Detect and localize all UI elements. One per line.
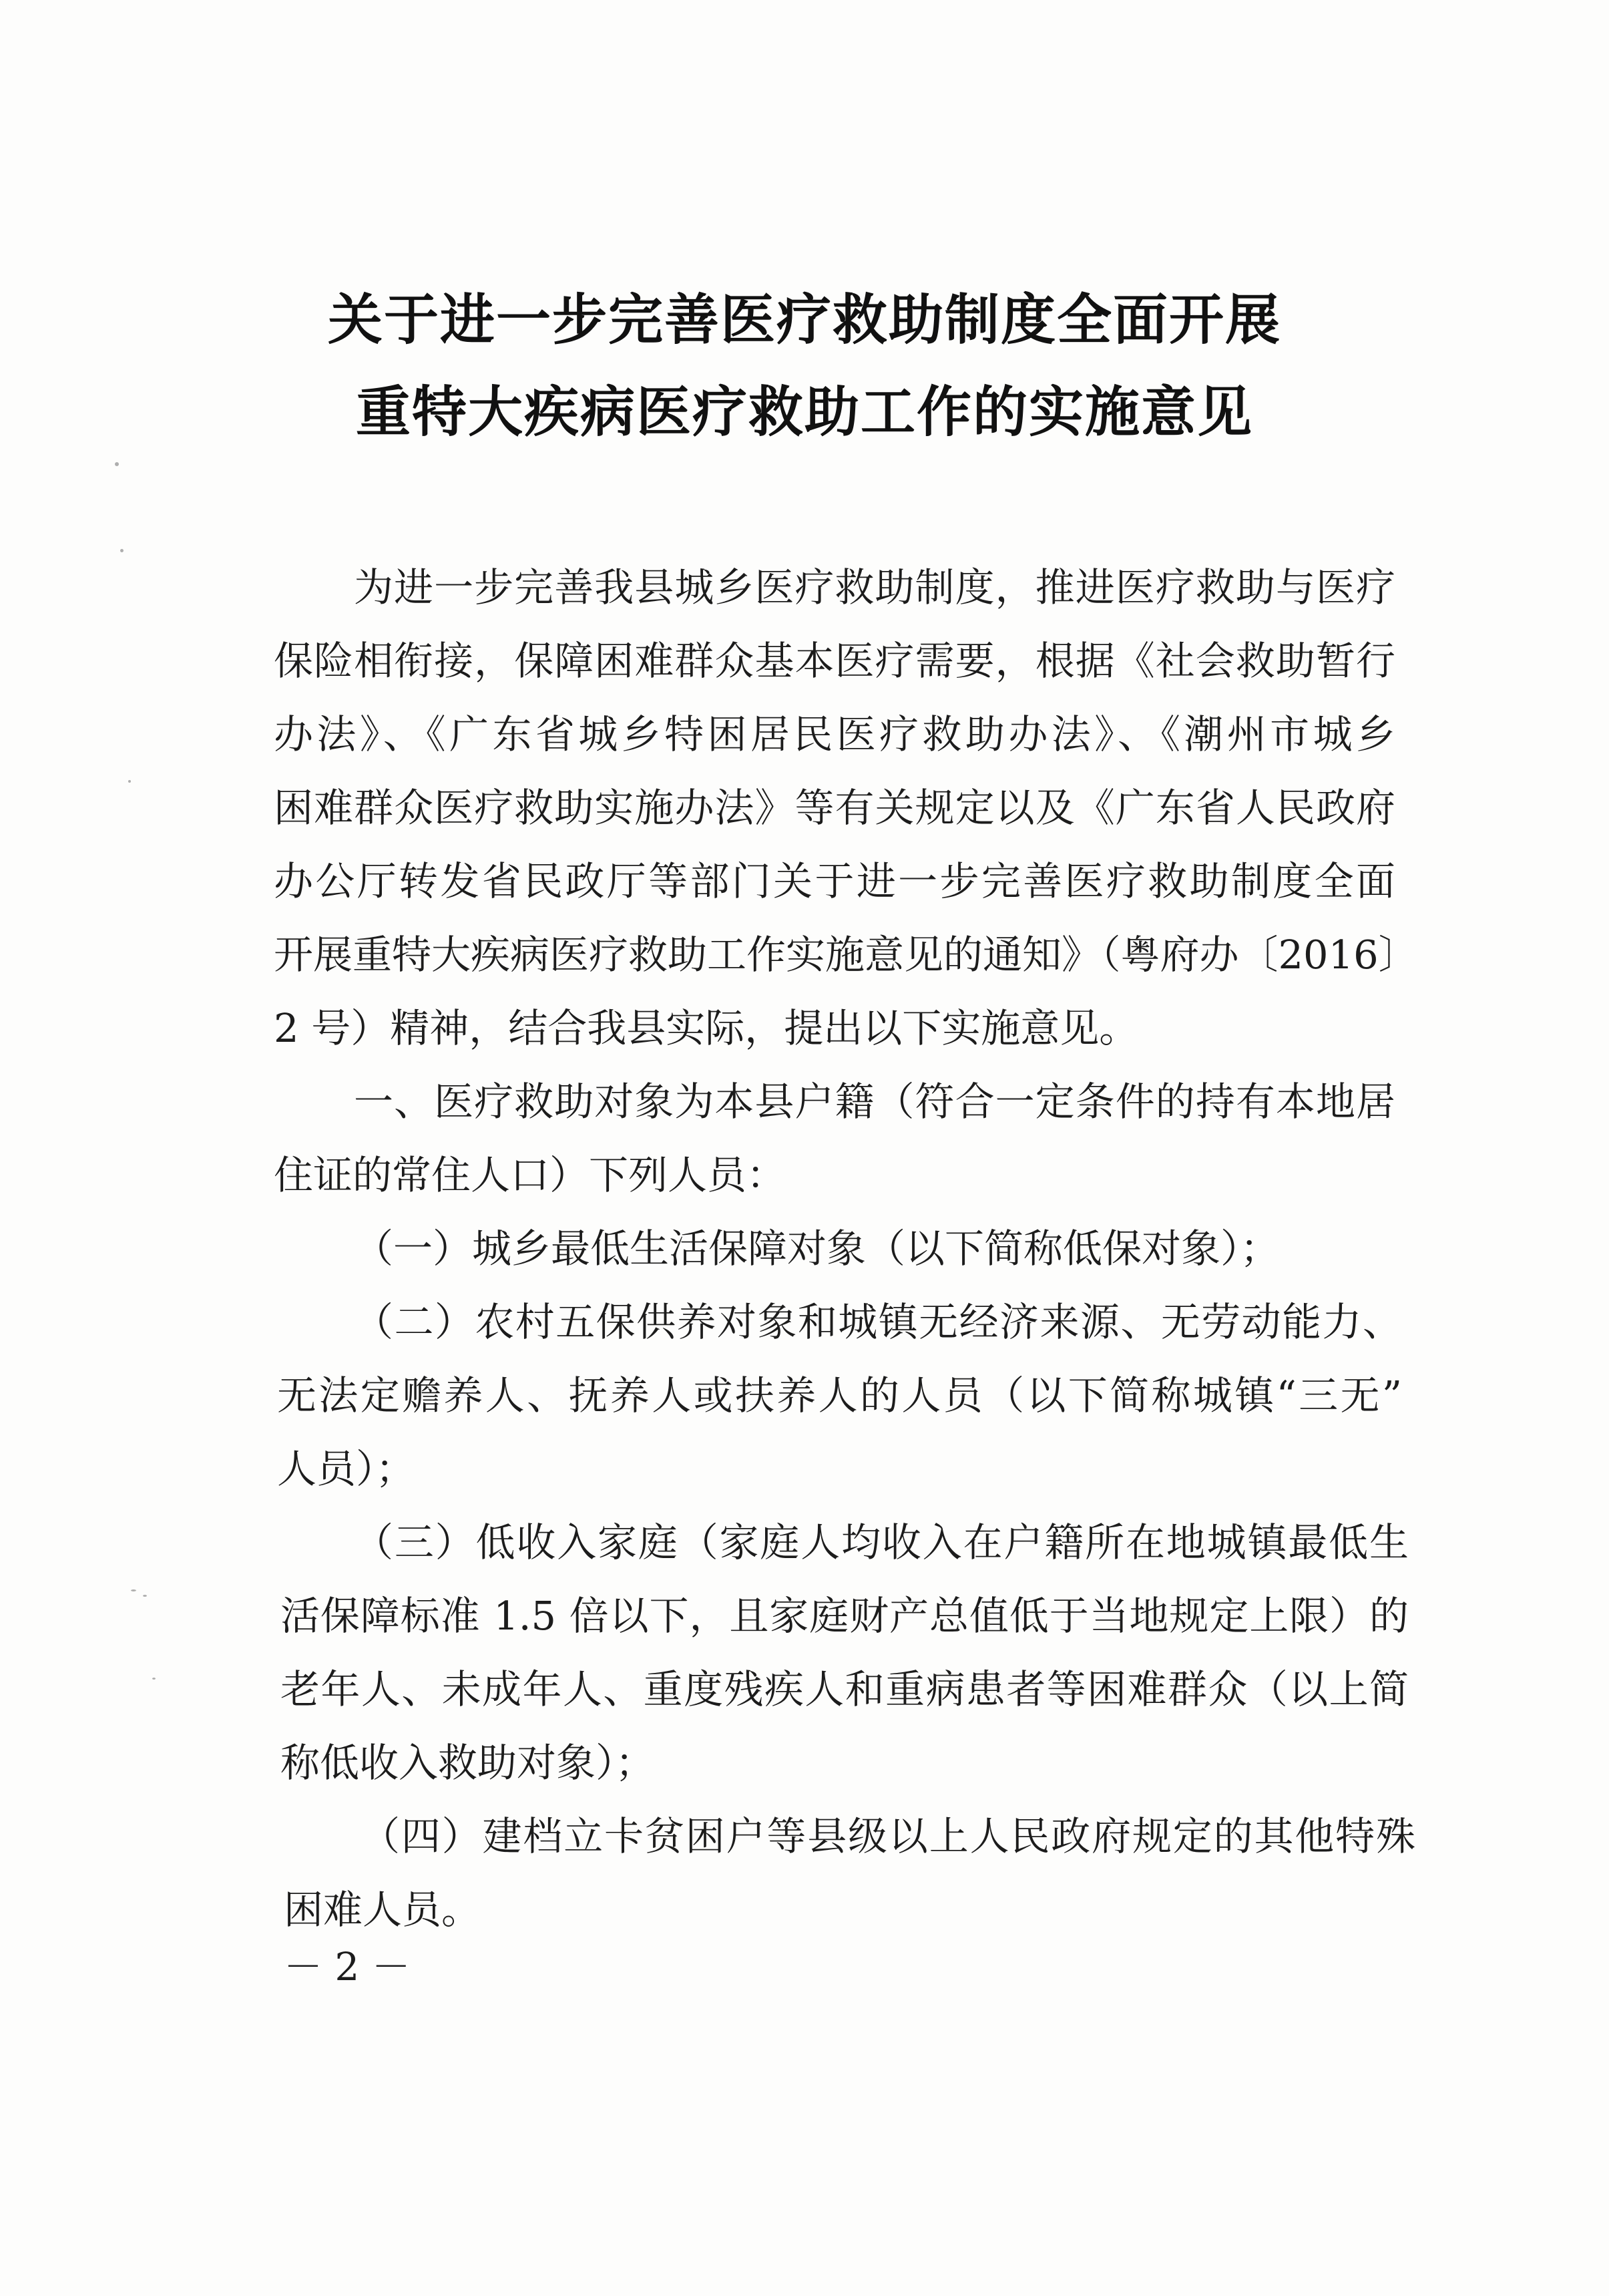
body-line-17: 称低收入救助对象）； xyxy=(280,1740,655,1786)
body-line-13: 人员）； xyxy=(277,1446,415,1492)
document-title-line-2: 重特大疾病医疗救助工作的实施意见 xyxy=(355,381,1253,444)
scan-speck xyxy=(152,1678,156,1680)
body-line-4: 困难群众医疗救助实施办法》等有关规定以及《广东省人民政府 xyxy=(274,785,1395,831)
page-number: － 2 － xyxy=(284,1944,411,1989)
body-line-9: 住证的常住人口）下列人员： xyxy=(274,1152,786,1198)
body-line-10: （一）城乡最低生活保障对象（以下简称低保对象）； xyxy=(354,1225,1280,1272)
body-line-7: 2 号）精神，结合我县实际，提出以下实施意见。 xyxy=(274,1005,1139,1051)
document-title-line-1: 关于进一步完善医疗救助制度全面开展 xyxy=(327,289,1281,352)
body-line-1: 为进一步完善我县城乡医疗救助制度，推进医疗救助与医疗 xyxy=(354,564,1395,610)
body-line-12: 无法定赡养人、抚养人或扶养人的人员（以下简称城镇“三无” xyxy=(277,1372,1402,1418)
body-line-16: 老年人、未成年人、重度残疾人和重病患者等困难群众（以上简 xyxy=(280,1666,1409,1712)
body-line-6: 开展重特大疾病医疗救助工作实施意见的通知》（粤府办〔2016〕 xyxy=(274,932,1418,978)
scan-speck xyxy=(128,780,131,783)
scan-speck xyxy=(115,462,119,466)
body-line-5: 办公厅转发省民政厅等部门关于进一步完善医疗救助制度全面 xyxy=(274,858,1395,904)
body-line-8: 一、医疗救助对象为本县户籍（符合一定条件的持有本地居 xyxy=(354,1079,1395,1125)
body-line-19: 困难人员。 xyxy=(284,1887,481,1933)
scan-speck xyxy=(143,1595,147,1597)
body-line-3: 办法》、《广东省城乡特困居民医疗救助办法》、《潮州市城乡 xyxy=(274,711,1395,757)
body-line-15: 活保障标准 1.5 倍以下，且家庭财产总值低于当地规定上限）的 xyxy=(280,1593,1409,1639)
body-line-11: （二）农村五保供养对象和城镇无经济来源、无劳动能力、 xyxy=(354,1299,1402,1345)
body-line-2: 保险相衔接，保障困难群众基本医疗需要，根据《社会救助暂行 xyxy=(274,638,1395,684)
body-line-14: （三）低收入家庭（家庭人均收入在户籍所在地城镇最低生 xyxy=(354,1519,1409,1565)
scan-speck xyxy=(120,549,124,552)
body-line-18: （四）建档立卡贫困户等县级以上人民政府规定的其他特殊 xyxy=(361,1813,1415,1859)
scan-speck xyxy=(131,1589,136,1591)
